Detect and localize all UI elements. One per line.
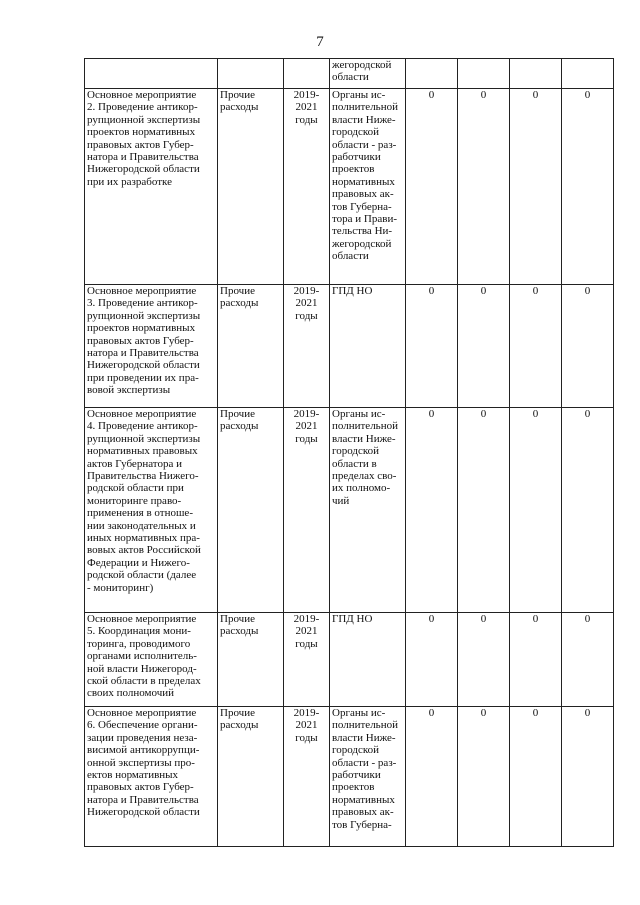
- executor-cell-line: полнительной: [332, 719, 398, 732]
- measure-name-cell-line: рупционной экспертизы: [87, 113, 201, 126]
- period-cell: [284, 89, 330, 285]
- measure-name-cell-line: натора и Правительства: [87, 347, 199, 360]
- period-cell-line: 2021: [295, 420, 318, 433]
- expense-type-cell-line: Прочие: [220, 408, 255, 420]
- period-cell-line: годы: [295, 432, 318, 445]
- period-cell-line: 2021: [295, 719, 318, 732]
- period-cell-line: годы: [295, 309, 318, 322]
- measure-name-cell: [85, 285, 218, 408]
- expense-type-cell-line: Прочие: [220, 613, 255, 625]
- executor-cell-line: городской: [332, 126, 380, 139]
- executor-cell-line: чий: [332, 494, 350, 507]
- executor-cell-line: полнительной: [332, 101, 398, 114]
- measure-name-cell-line: Нижегородской области: [87, 806, 200, 819]
- expense-type-cell: [218, 59, 284, 89]
- measure-name-cell-line: органами исполнитель-: [87, 650, 197, 663]
- measure-name-cell-line: при проведении их пра-: [87, 371, 199, 384]
- funding-value-cell: 0: [562, 89, 614, 285]
- expense-type-cell: [218, 707, 284, 847]
- measure-name-cell-line: 3. Проведение антикор-: [87, 297, 198, 310]
- measure-name-cell-line: мониторинге право-: [87, 494, 182, 507]
- period-cell: [284, 285, 330, 408]
- funding-value-cell: 0: [458, 613, 510, 707]
- executor-cell-line: нормативных: [332, 793, 395, 806]
- executor-cell-line: пределах сво-: [332, 470, 397, 483]
- executor-cell-line: тора и Прави-: [332, 213, 398, 226]
- measure-name-cell-line: нормативных правовых: [87, 445, 198, 458]
- measure-name-cell-line: ской области в пределах: [87, 675, 201, 688]
- period-cell-line: 2019-: [293, 408, 320, 420]
- measure-name-cell: [85, 707, 218, 847]
- measure-name-cell: [85, 613, 218, 707]
- executor-cell-line: тов Губерна-: [332, 818, 392, 831]
- measure-name-cell-line: актов Губернатора и: [87, 457, 182, 470]
- measure-name-cell-line: онной экспертизы про-: [87, 756, 195, 769]
- funding-value-cell: 0: [562, 613, 614, 707]
- funding-value-cell: 0: [458, 408, 510, 613]
- funding-value-cell: 0: [510, 285, 562, 408]
- measure-name-cell-line: - мониторинг): [87, 581, 154, 594]
- expense-type-cell-line: расходы: [220, 297, 259, 310]
- funding-value-cell: [510, 59, 562, 89]
- executor-cell-line: Органы ис-: [332, 408, 386, 420]
- executor-cell-line: области в: [332, 457, 377, 470]
- measure-name-cell-line: вовых актов Российской: [87, 544, 201, 557]
- funding-value-cell: 0: [562, 408, 614, 613]
- measure-name-cell-line: Федерации и Нижего-: [87, 556, 190, 569]
- measure-name-cell-line: Нижегородской области: [87, 359, 200, 372]
- expense-type-cell-line: Прочие: [220, 707, 255, 719]
- executor-cell-line: власти Ниже-: [332, 432, 396, 445]
- measure-name-cell-line: вовой экспертизы: [87, 384, 171, 397]
- executor-cell: [330, 59, 406, 89]
- period-cell: [284, 613, 330, 707]
- measure-name-cell-line: Основное мероприятие: [87, 285, 197, 297]
- measure-name-cell-line: натора и Правительства: [87, 793, 199, 806]
- measure-name-cell-line: Основное мероприятие: [87, 89, 197, 101]
- measure-name-cell-line: родской области при: [87, 482, 184, 495]
- executor-cell-line: работчики: [332, 769, 381, 782]
- page-number: 7: [316, 34, 324, 50]
- executor-cell-line: правовых ак-: [332, 188, 394, 201]
- table-row: [85, 89, 614, 285]
- measure-name-cell-line: Основное мероприятие: [87, 613, 197, 625]
- executor-cell-line: жегородской: [332, 237, 392, 250]
- period-cell: [284, 408, 330, 613]
- funding-value-cell: 0: [562, 285, 614, 408]
- measure-name-cell-line: ектов нормативных: [87, 769, 179, 782]
- expense-type-cell: [218, 285, 284, 408]
- expense-type-cell: [218, 408, 284, 613]
- funding-value-cell: 0: [510, 408, 562, 613]
- funding-value-cell: 0: [510, 89, 562, 285]
- measure-name-cell-line: правовых актов Губер-: [87, 138, 194, 151]
- expense-type-cell-line: расходы: [220, 719, 259, 732]
- funding-value-cell: 0: [562, 707, 614, 847]
- measure-name-cell-line: натора и Правительства: [87, 151, 199, 164]
- measure-name-cell-line: висимой антикоррупци-: [87, 744, 200, 757]
- funding-value-cell: 0: [510, 707, 562, 847]
- executor-cell-line: ГПД НО: [332, 285, 373, 297]
- period-cell-line: 2021: [295, 101, 318, 114]
- executor-cell-line: жегородской: [332, 59, 392, 71]
- executor-cell-line: Органы ис-: [332, 89, 386, 101]
- period-cell-line: 2021: [295, 625, 318, 638]
- executor-cell: [330, 89, 406, 285]
- table-row: [85, 408, 614, 613]
- period-cell-line: годы: [295, 731, 318, 744]
- executor-cell: [330, 285, 406, 408]
- executor-cell-line: ГПД НО: [332, 613, 373, 625]
- measure-name-cell-line: зации проведения неза-: [87, 731, 198, 744]
- executor-cell-line: полнительной: [332, 420, 398, 433]
- executor-cell: [330, 707, 406, 847]
- executor-cell-line: области: [332, 250, 369, 263]
- expense-type-cell-line: расходы: [220, 101, 259, 114]
- table-row: [85, 285, 614, 408]
- measure-name-cell: [85, 59, 218, 89]
- executor-cell-line: правовых ак-: [332, 806, 394, 819]
- funding-value-cell: [406, 59, 458, 89]
- measure-name-cell: [85, 408, 218, 613]
- executor-cell-line: тельства Ни-: [332, 225, 393, 238]
- measure-name-cell-line: при их разработке: [87, 175, 172, 188]
- funding-value-cell: 0: [406, 89, 458, 285]
- funding-value-cell: [562, 59, 614, 89]
- expense-type-cell: [218, 89, 284, 285]
- period-cell-line: 2019-: [293, 285, 320, 297]
- funding-value-cell: 0: [406, 613, 458, 707]
- measure-name-cell-line: Основное мероприятие: [87, 707, 197, 719]
- measure-name-cell-line: своих полномочий: [87, 687, 175, 700]
- table-row: [85, 613, 614, 707]
- measure-name-cell-line: нии законодательных и: [87, 519, 196, 532]
- measure-name-cell-line: рупционной экспертизы: [87, 309, 201, 322]
- executor-cell-line: области - раз-: [332, 138, 397, 151]
- funding-value-cell: 0: [458, 89, 510, 285]
- executor-cell-line: проектов: [332, 163, 375, 176]
- measure-name-cell-line: правовых актов Губер-: [87, 781, 194, 794]
- executor-cell-line: области: [332, 71, 369, 84]
- measure-name-cell-line: проектов нормативных: [87, 322, 196, 335]
- measures-table: [84, 58, 614, 847]
- period-cell: [284, 59, 330, 89]
- measure-name-cell-line: 2. Проведение антикор-: [87, 101, 198, 114]
- measure-name-cell-line: применения в отноше-: [87, 507, 193, 520]
- executor-cell-line: проектов: [332, 781, 375, 794]
- executor-cell-line: власти Ниже-: [332, 731, 396, 744]
- period-cell-line: годы: [295, 637, 318, 650]
- executor-cell-line: работчики: [332, 151, 381, 164]
- executor-cell-line: области - раз-: [332, 756, 397, 769]
- measure-name-cell-line: проектов нормативных: [87, 126, 196, 139]
- expense-type-cell-line: расходы: [220, 420, 259, 433]
- period-cell: [284, 707, 330, 847]
- funding-value-cell: 0: [458, 707, 510, 847]
- measure-name-cell: [85, 89, 218, 285]
- executor-cell: [330, 408, 406, 613]
- measure-name-cell-line: иных нормативных пра-: [87, 532, 200, 545]
- funding-value-cell: 0: [406, 285, 458, 408]
- measure-name-cell-line: Правительства Нижего-: [87, 470, 199, 483]
- measure-name-cell-line: ной власти Нижегород-: [87, 662, 197, 675]
- period-cell-line: 2019-: [293, 613, 320, 625]
- period-cell-line: 2019-: [293, 707, 320, 719]
- period-cell-line: 2021: [295, 297, 318, 310]
- measure-name-cell-line: торинга, проводимого: [87, 637, 191, 650]
- executor-cell-line: власти Ниже-: [332, 113, 396, 126]
- measure-name-cell-line: 5. Координация мони-: [87, 625, 191, 638]
- measure-name-cell-line: 6. Обеспечение органи-: [87, 719, 198, 732]
- expense-type-cell: [218, 613, 284, 707]
- funding-value-cell: 0: [458, 285, 510, 408]
- table-row: [85, 59, 614, 89]
- funding-value-cell: [458, 59, 510, 89]
- funding-value-cell: 0: [406, 408, 458, 613]
- period-cell-line: годы: [295, 113, 318, 126]
- expense-type-cell-line: Прочие: [220, 89, 255, 101]
- executor-cell-line: городской: [332, 744, 380, 757]
- table-row: [85, 707, 614, 847]
- funding-value-cell: 0: [510, 613, 562, 707]
- measure-name-cell-line: правовых актов Губер-: [87, 334, 194, 347]
- funding-value-cell: 0: [406, 707, 458, 847]
- measure-name-cell-line: Нижегородской области: [87, 163, 200, 176]
- measure-name-cell-line: 4. Проведение антикор-: [87, 420, 198, 433]
- measure-name-cell-line: рупционной экспертизы: [87, 432, 201, 445]
- executor-cell-line: городской: [332, 445, 380, 458]
- executor-cell-line: их полномо-: [332, 482, 391, 495]
- executor-cell-line: тов Губерна-: [332, 200, 392, 213]
- executor-cell: [330, 613, 406, 707]
- period-cell-line: 2019-: [293, 89, 320, 101]
- executor-cell-line: Органы ис-: [332, 707, 386, 719]
- executor-cell-line: нормативных: [332, 175, 395, 188]
- expense-type-cell-line: Прочие: [220, 285, 255, 297]
- measure-name-cell-line: Основное мероприятие: [87, 408, 197, 420]
- measure-name-cell-line: родской области (далее: [87, 569, 197, 582]
- expense-type-cell-line: расходы: [220, 625, 259, 638]
